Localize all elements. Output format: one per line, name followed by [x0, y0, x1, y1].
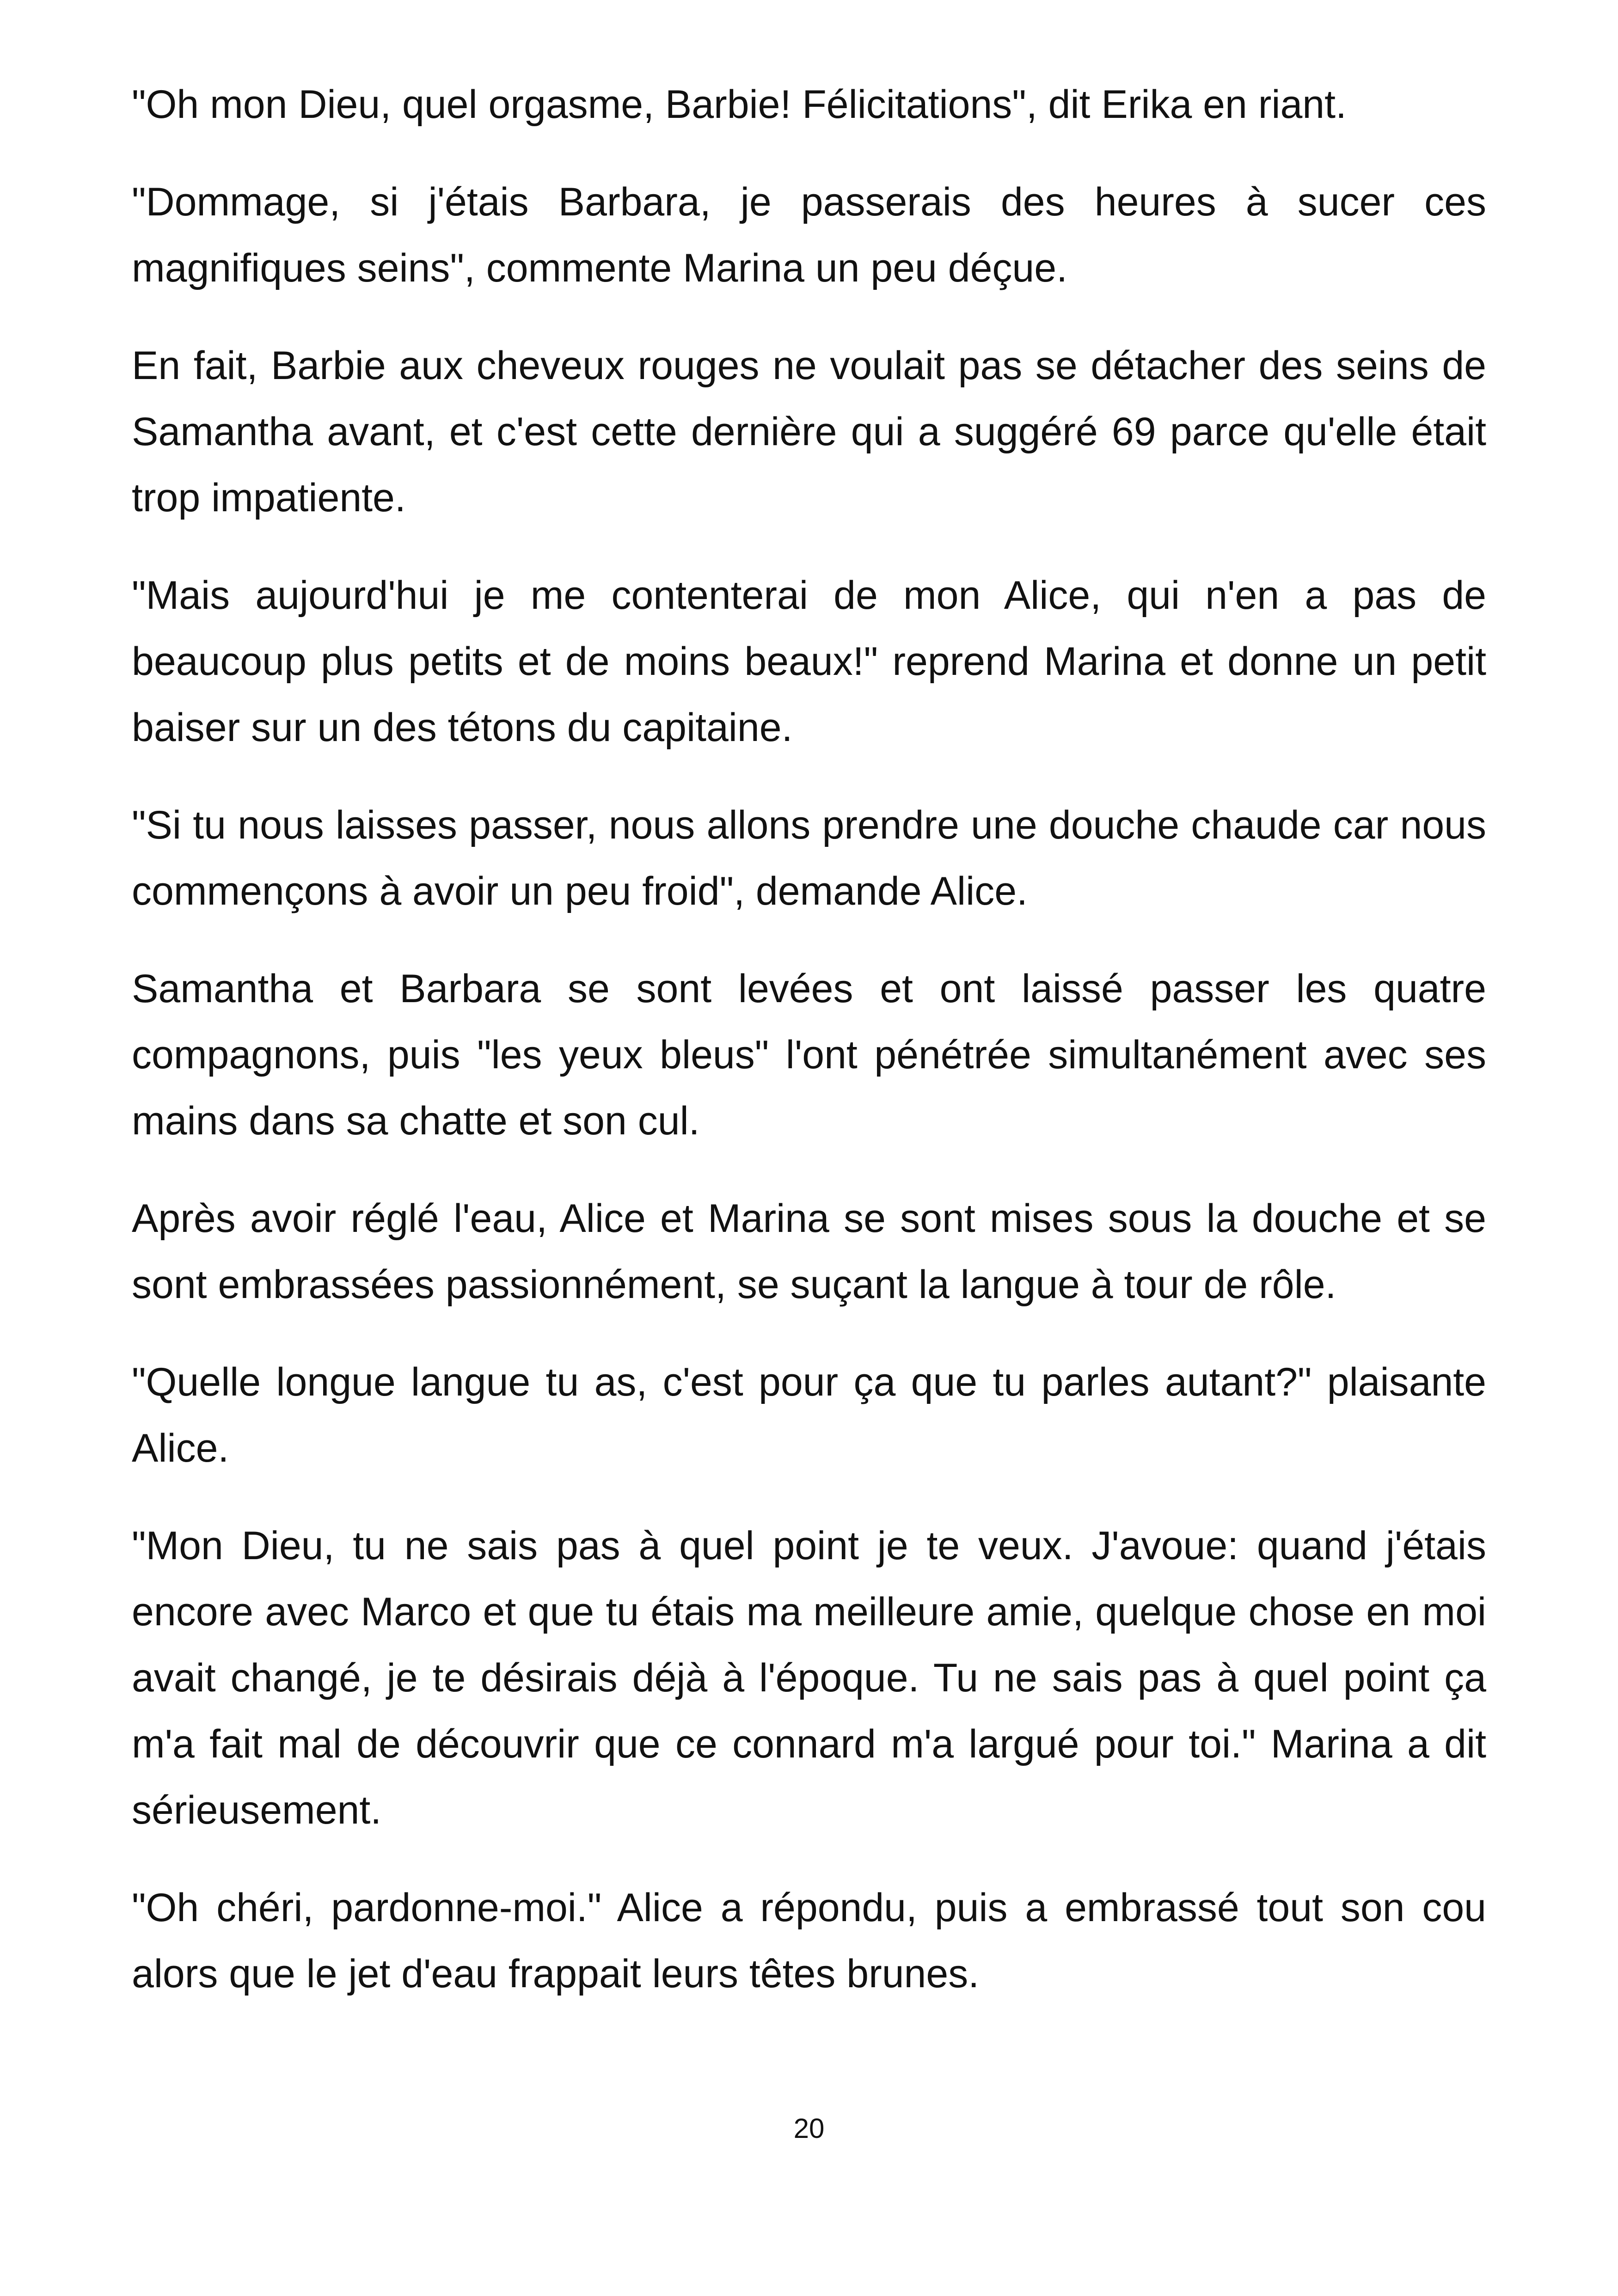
paragraph: "Dommage, si j'étais Barbara, je passerais des heures à sucer ces magnifiques seins", commente Marina un peu déçue.	[132, 180, 1486, 290]
body-text	[132, 72, 1486, 2039]
paragraph: "Mais aujourd'hui je me contenterai de mon Alice, qui n'en a pas de beaucoup plus petits et de moins beaux!" reprend Marina et donne un petit baiser sur un des tétons du capitaine.	[132, 573, 1486, 750]
paragraph: "Mon Dieu, tu ne sais pas à quel point je te veux. J'avoue: quand j'étais encore avec Marco et que tu étais ma meilleure amie, quelque chose en moi avait changé, je te désirais déjà à l'époque. Tu ne sais pas à quel point ça m'a fait mal de découvrir que ce connard m'a largué pour toi." Marina a dit sérieusement.	[132, 1524, 1486, 1832]
paragraph: "Oh mon Dieu, quel orgasme, Barbie! Félicitations", dit Erika en riant.	[132, 82, 1347, 127]
page-number: 20	[793, 2113, 825, 2144]
paragraph: En fait, Barbie aux cheveux rouges ne voulait pas se détacher des seins de Samantha avant, et c'est cette dernière qui a suggéré 69 parce qu'elle était trop impatiente.	[132, 343, 1486, 520]
paragraph: Après avoir réglé l'eau, Alice et Marina se sont mises sous la douche et se sont embrassées passionnément, se suçant la langue à tour de rôle.	[132, 1196, 1486, 1307]
paragraph: Samantha et Barbara se sont levées et ont laissé passer les quatre compagnons, puis "les yeux bleus" l'ont pénétrée simultanément avec ses mains dans sa chatte et son cul.	[132, 967, 1486, 1143]
paragraph: "Oh chéri, pardonne-moi." Alice a répondu, puis a embrassé tout son cou alors que le jet d'eau frappait leurs têtes brunes.	[132, 1886, 1486, 1996]
paragraph: "Quelle longue langue tu as, c'est pour ça que tu parles autant?" plaisante Alice.	[132, 1360, 1486, 1470]
paragraph: "Si tu nous laisses passer, nous allons prendre une douche chaude car nous commençons à avoir un peu froid", demande Alice.	[132, 803, 1486, 913]
